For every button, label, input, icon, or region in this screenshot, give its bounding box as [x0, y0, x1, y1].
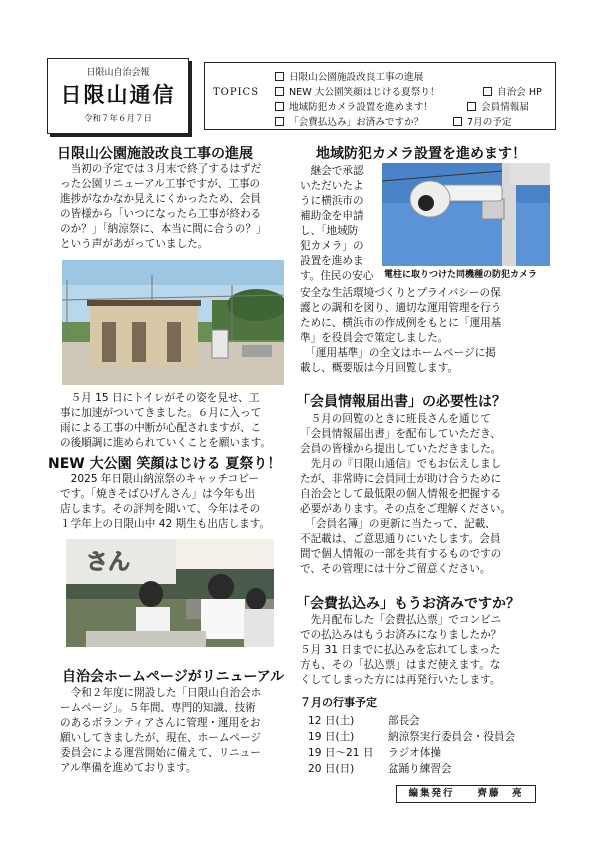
topic-item: 7月の予定 [453, 114, 511, 128]
checkbox-icon [467, 102, 476, 111]
topic-item: 「会費払込み」お済みですか？ [275, 114, 423, 128]
stall-sign: さん [86, 550, 131, 575]
masthead [47, 58, 189, 134]
topic-item: NEW 大公園笑顔はじける夏祭り！ [275, 84, 440, 98]
festival-text: 2025 年日限山納涼祭のキャッチコピー です。「焼きそばひげんさん」は今年も出 店します。その評判を聞いて、今年はその １学年上の日限山中 42 期生も出店します。 [60, 473, 271, 530]
masthead-date: 令和７年６月７日 [83, 114, 152, 124]
homepage-heading: 自治会ホームページがリニューアル [62, 669, 285, 685]
schedule-date: 12 日(土) [308, 715, 355, 727]
checkbox-icon [275, 72, 284, 81]
schedule-event: ラジオ体操 [388, 747, 441, 759]
editor-credit: 編集発行 齊藤 亮 [396, 785, 536, 803]
topic-item: 地域防犯カメラ設置を進めます！ [275, 99, 433, 113]
topics-box [204, 62, 556, 130]
schedule-date: 20 日(日) [308, 763, 355, 775]
schedule-heading: ７月の行事予定 [300, 696, 377, 709]
schedule-event: 部長会 [388, 715, 420, 727]
festival-stall-photo [66, 539, 274, 647]
topics-label: TOPICS [213, 87, 260, 98]
camera-text-full: 安全な生活環境づくりとプライバシーの保 護との調和を図り、適切な運用管理を行う ために、横浜市の作成例をもとに「運用基 準」を役員会で策定しました。 「運用基準」の全文はホームページに掲 載し、概要版は今月回覧します。 [300, 287, 502, 374]
camera-heading: 地域防犯カメラ設置を進めます！ [316, 146, 526, 162]
camera-text-left: 継会で承認 いただいたよ うに横浜市の 補助金を申請 し、「地域防 犯カメラ」の 設置を進めま す。住民の安心 [300, 165, 374, 282]
member-info-heading: 「会員情報届出書」の必要性は？ [296, 394, 506, 410]
park-text-2: ５月 15 日にトイレがその姿を見せ、工 事に加速がついてきました。６月に入って 雨による工事の中断が心配されますが、こ の後順調に進められていくことを願います。 [60, 392, 272, 449]
schedule-event: 盆踊り練習会 [388, 763, 452, 775]
checkbox-icon [453, 117, 462, 126]
schedule-date: 19 日～21 日 [308, 747, 374, 759]
park-heading: 日限山公園施設改良工事の進展 [57, 146, 253, 162]
camera-caption: 電柱に取りつけた同機種の防犯カメラ [384, 270, 538, 280]
security-camera-photo [382, 163, 550, 266]
topic-item: 日限山公園施設改良工事の進展 [275, 69, 423, 83]
toilet-building-photo [62, 260, 284, 385]
member-info-text: ５月の回覧のときに班長さんを通じて 「会員情報届出書」を配布していただき、 会員の皆様から提出していただきました。 先月の『日限山通信』でもお伝えしまし たが、非常時に会員同士が助け合うために 自治会として最低限の個人情報を把握する 必要があります。その点をご理解ください。 「会員名簿」の更新に当たって、記載、 不記載は、ご意思通りにいたします。会員 間で個人情報の一部を共有するものですの で、その管理には十分ご留意ください。 [300, 413, 512, 575]
schedule-date: 19 日(土) [308, 731, 355, 743]
masthead-title: 日限山通信 [60, 83, 176, 107]
schedule-event: 納涼祭実行委員会・役員会 [388, 731, 516, 743]
masthead-org: 日限山自治会報 [86, 68, 150, 78]
topic-item: 会員情報届 [467, 99, 529, 113]
checkbox-icon [275, 117, 284, 126]
checkbox-icon [275, 87, 284, 96]
homepage-text: 令和２年度に開設した「日限山自治会ホ ームページ」。５年間、専門的知識、技術 のあるボランティアさんに管理・運用をお 願いしてきましたが、現在、ホームページ 委員会による運営開始に備えて、リニュー アル準備を進めております。 [60, 687, 262, 774]
fees-heading: 「会費払込み」もうお済みですか？ [296, 596, 520, 612]
festival-heading: NEW 大公園 笑顔はじける 夏祭り！ [48, 456, 282, 472]
park-text-1: 当初の予定では３月末で終了するはずだ った公園リニューアル工事ですが、工事の 進捗がなかなか見えにくかったため、会員 の皆様から「いつになったら工事が終わる のか？」「納涼祭に、本当に間に合うの？」 という声があがっていました。 [60, 163, 267, 250]
checkbox-icon [483, 87, 492, 96]
topic-item: 自治会 HP [483, 84, 542, 98]
checkbox-icon [275, 102, 284, 111]
fees-text: 先月配布した「会費払込票」でコンビニ での払込みはもうお済みになりましたか？ ５月 31 日までに払込みを忘れてしまった 方も、その「払込票」はまだ使えます。な くしてしまった方には再発行いたします。 [300, 614, 502, 686]
